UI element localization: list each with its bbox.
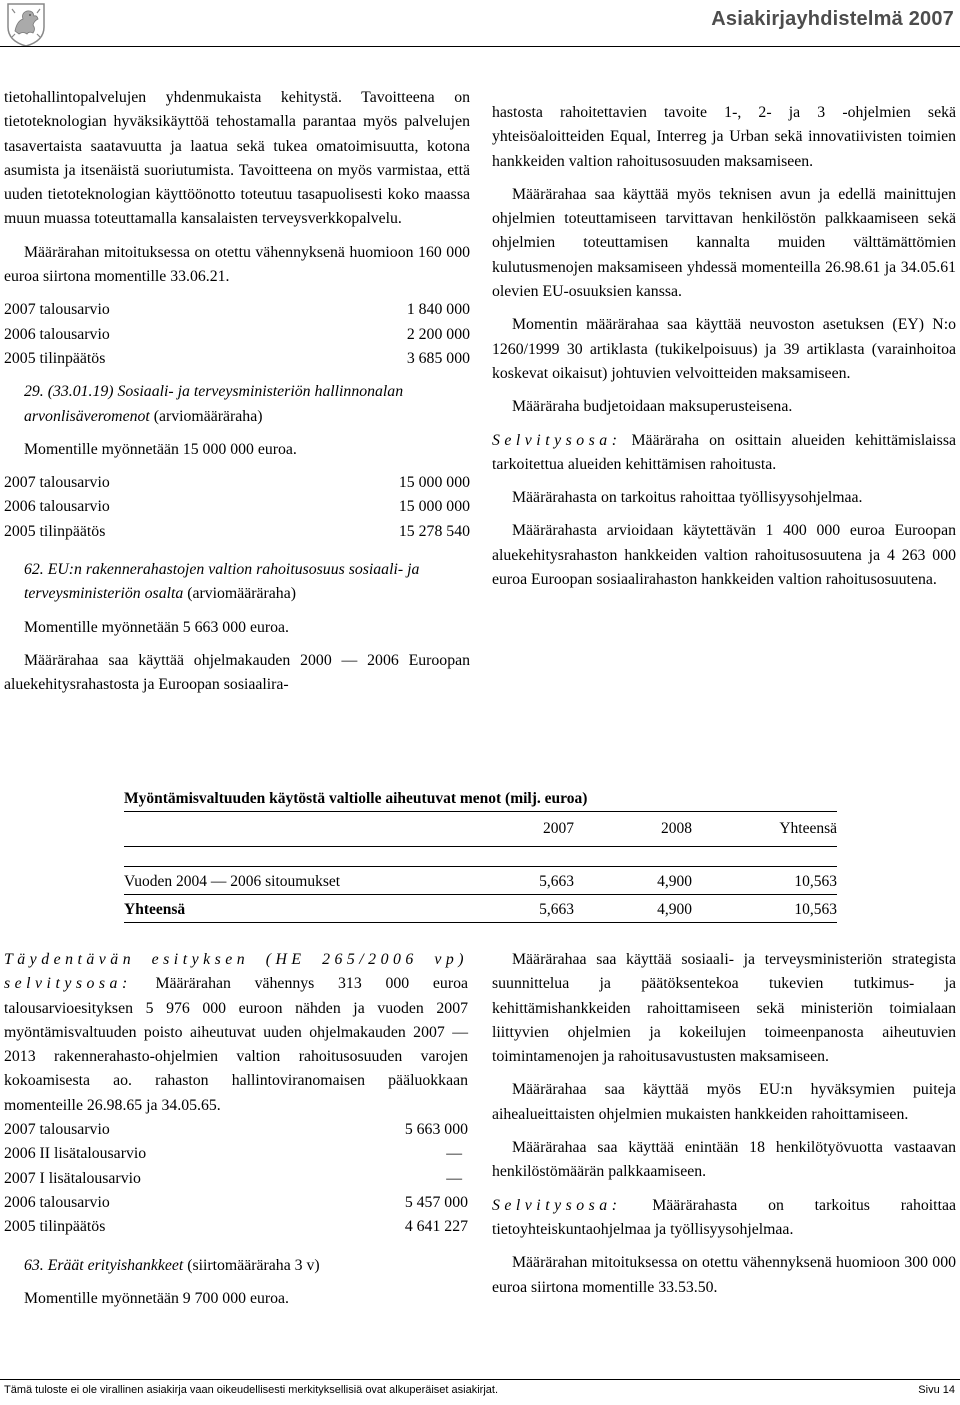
budget-row: 2007 talousarvio 1 840 000 [4,301,470,319]
table-row: Vuoden 2004 — 2006 sitoumukset 5,663 4,900 10,563 [124,873,837,890]
paragraph: Määrärahaa saa käyttää enintään 18 henkilötyövuotta vastaavan henkilöstömäärän palkkaamiseen. [492,1139,956,1181]
section-heading-62: 62. EU:n rakennerahastojen valtion rahoitusosuus sosiaali- ja terveysministeriön osalta (arviomääräraha) [24,561,420,603]
section-heading-29: 29. (33.01.19) Sosiaali- ja terveysministeriön hallinnonalan arvonlisäveromenot (arviomääräraha) [24,383,404,425]
left-column-top [4,86,470,698]
paragraph: Selvitysosa: Määrärahasta on tarkoitus rahoittaa tietoyhteiskuntaohjelmaa ja työllisyysohjelmaa. [492,1196,956,1238]
paragraph: Määrärahaa saa käyttää sosiaali- ja terveysministeriön strategista suunnittelua ja päätöksentekoa tukevien tutkimus- ja kehittämishankkeiden rahoittamiseen sekä ministeriön toimialaan liittyvien ohjelmien ja kokeilujen toimeenpanosta aiheutuvien toimintamenojen ja rahoitusavustusten maksamiseen. [492,951,956,1066]
right-column-bottom [492,948,956,1300]
paragraph: Määrärahaa saa käyttää myös EU:n hyväksymien puiteja aihealueittaisten ohjelmien mukaisten hankkeiden rahoittamiseen. [492,1081,956,1123]
paragraph: Momentille myönnetään 15 000 000 euroa. [24,440,297,458]
header-title: Asiakirjayhdistelmä 2007 [711,8,954,30]
paragraph: Määrärahaa saa käyttää myös teknisen avun ja edellä mainittujen ohjelmien toteuttamiseen tarvittavan henkilöstön palkkaamiseen sekä ohjelmien toteuttamisen kannalta muiden välttämättömien kulutusmenojen maksamiseen yhdessä momenteilla 26.98.61 ja 34.05.61 olevien EU-osuuksien kanssa. [492,185,956,301]
paragraph: Selvitysosa: Määräraha on osittain alueiden kehittämislaissa tarkoitettua alueiden kehittämisen rahoitusta. [492,431,956,473]
paragraph: Momentin määrärahaa saa käyttää neuvoston asetuksen (EY) N:o 1260/1999 30 artiklasta (tukikelpoisuus) ja 39 artiklasta (varainhoitoa koskevat oikaisut) johtuvien velvoitteiden maksamiseen. [492,316,956,382]
table-title: Myöntämisvaltuuden käytöstä valtiolle aiheutuvat menot (milj. euroa) [124,790,588,807]
paragraph: Momentille myönnetään 5 663 000 euroa. [24,618,289,636]
table-header-row [124,820,837,842]
left-column-bottom [4,948,468,1311]
header-rule [0,46,960,47]
column-header: Yhteensä [779,820,837,837]
budget-row: 2006 talousarvio 2 200 000 [4,325,470,343]
budget-row: 2006 talousarvio 5 457 000 [4,1193,468,1211]
footer-disclaimer: Tämä tuloste ei ole virallinen asiakirja vaan oikeudellisesti merkityksellisiä ovat alkuperäiset asiakirjat. [4,1384,498,1396]
paragraph: Määrärahaa saa käyttää ohjelmakauden 2000 — 2006 Euroopan aluekehitysrahastosta ja Euroopan sosiaalira- [4,651,470,694]
table-row: Yhteensä 5,663 4,900 10,563 [124,901,837,918]
paragraph: Määrärahan mitoituksessa on otettu vähennyksenä huomioon 160 000 euroa siirtona momentille 33.06.21. [4,243,470,286]
table-rule [124,922,837,923]
budget-row: 2006 talousarvio 15 000 000 [4,498,470,516]
paragraph: Määräraha budjetoidaan maksuperusteisena. [512,398,793,416]
page-number: Sivu 14 [918,1384,955,1396]
paragraph: Momentille myönnetään 9 700 000 euroa. [24,1289,289,1307]
table-rule [124,846,837,847]
budget-table-3 [4,1118,468,1239]
footer-rule [0,1379,960,1380]
paragraph: Määrärahasta arvioidaan käytettävän 1 400 000 euroa Euroopan aluekehitysrahaston hankkeiden valtion rahoitusosuutena ja 4 263 000 euroa Euroopan sosiaalirahaston hankkeiden valtion rahoitusosuutena. [492,522,956,589]
budget-row: 2005 tilinpäätös 15 278 540 [4,522,470,540]
column-header: 2007 [543,820,574,837]
table-rule [124,894,837,895]
paragraph: Täydentävän esityksen (HE 265/2006 vp) selvitysosa: Määrärahan vähennys 313 000 euroa talousarvioesityksen 5 976 000 euroon nähden ja vuoden 2007 myöntämisvaltuuden poisto aiheutuvat uuden ohjelmakauden 2007 — 2013 rakennerahasto-ohjelmien valtion rahoitusosuuden varojen kokoamisesta ao. rahaston hallintoviranomaisen pääluokkaan momenteille 26.98.65 ja 34.05.65. [4,951,468,1114]
budget-row: 2005 tilinpäätös 3 685 000 [4,349,470,367]
table-rule [124,811,837,812]
budget-row: 2007 I lisätalousarvio — [4,1169,462,1187]
budget-table-2 [4,471,470,544]
budget-row: 2007 talousarvio 15 000 000 [4,474,470,492]
right-column-top [492,101,956,592]
budget-row: 2006 II lisätalousarvio — [4,1145,462,1163]
paragraph: Määrärahasta on tarkoitus rahoittaa työllisyysohjelmaa. [512,489,863,507]
budget-row: 2007 talousarvio 5 663 000 [4,1121,468,1139]
budget-row: 2005 tilinpäätös 4 641 227 [4,1218,468,1236]
paragraph: hastosta rahoitettavien tavoite 1-, 2- ja 3 -ohjelmien sekä yhteisöaloitteiden Equal, Interreg ja Urban sekä innovatiivisten toimien hankkeiden valtion rahoitusosuuden maksamiseen. [492,104,956,170]
column-header: 2008 [661,820,692,837]
coat-of-arms-icon [3,1,49,47]
paragraph: tietohallintopalvelujen yhdenmukaista kehitystä. Tavoitteena on tietoteknologian hyväksikäyttöä tehostamalla parantaa myös palvelujen tasavertaista saatavuutta ja laatua sekä tukea omatoimisuutta, kotona asumista ja itsenäistä suoriutumista. Tavoitteena on myös varmistaa, että uuden tietoteknologian käyttöönotto toteutuu tasapuolisesti koko maassa muun muassa toteuttamalla kansalaisten terveysverkkopalvelu. [4,89,470,228]
section-heading-63: 63. Eräät erityishankkeet (siirtomääräraha 3 v) [24,1256,320,1274]
table-rule [124,866,837,867]
paragraph: Määrärahan mitoituksessa on otettu vähennyksenä huomioon 300 000 euroa siirtona momentille 33.53.50. [492,1254,956,1296]
budget-table-1 [4,298,470,371]
